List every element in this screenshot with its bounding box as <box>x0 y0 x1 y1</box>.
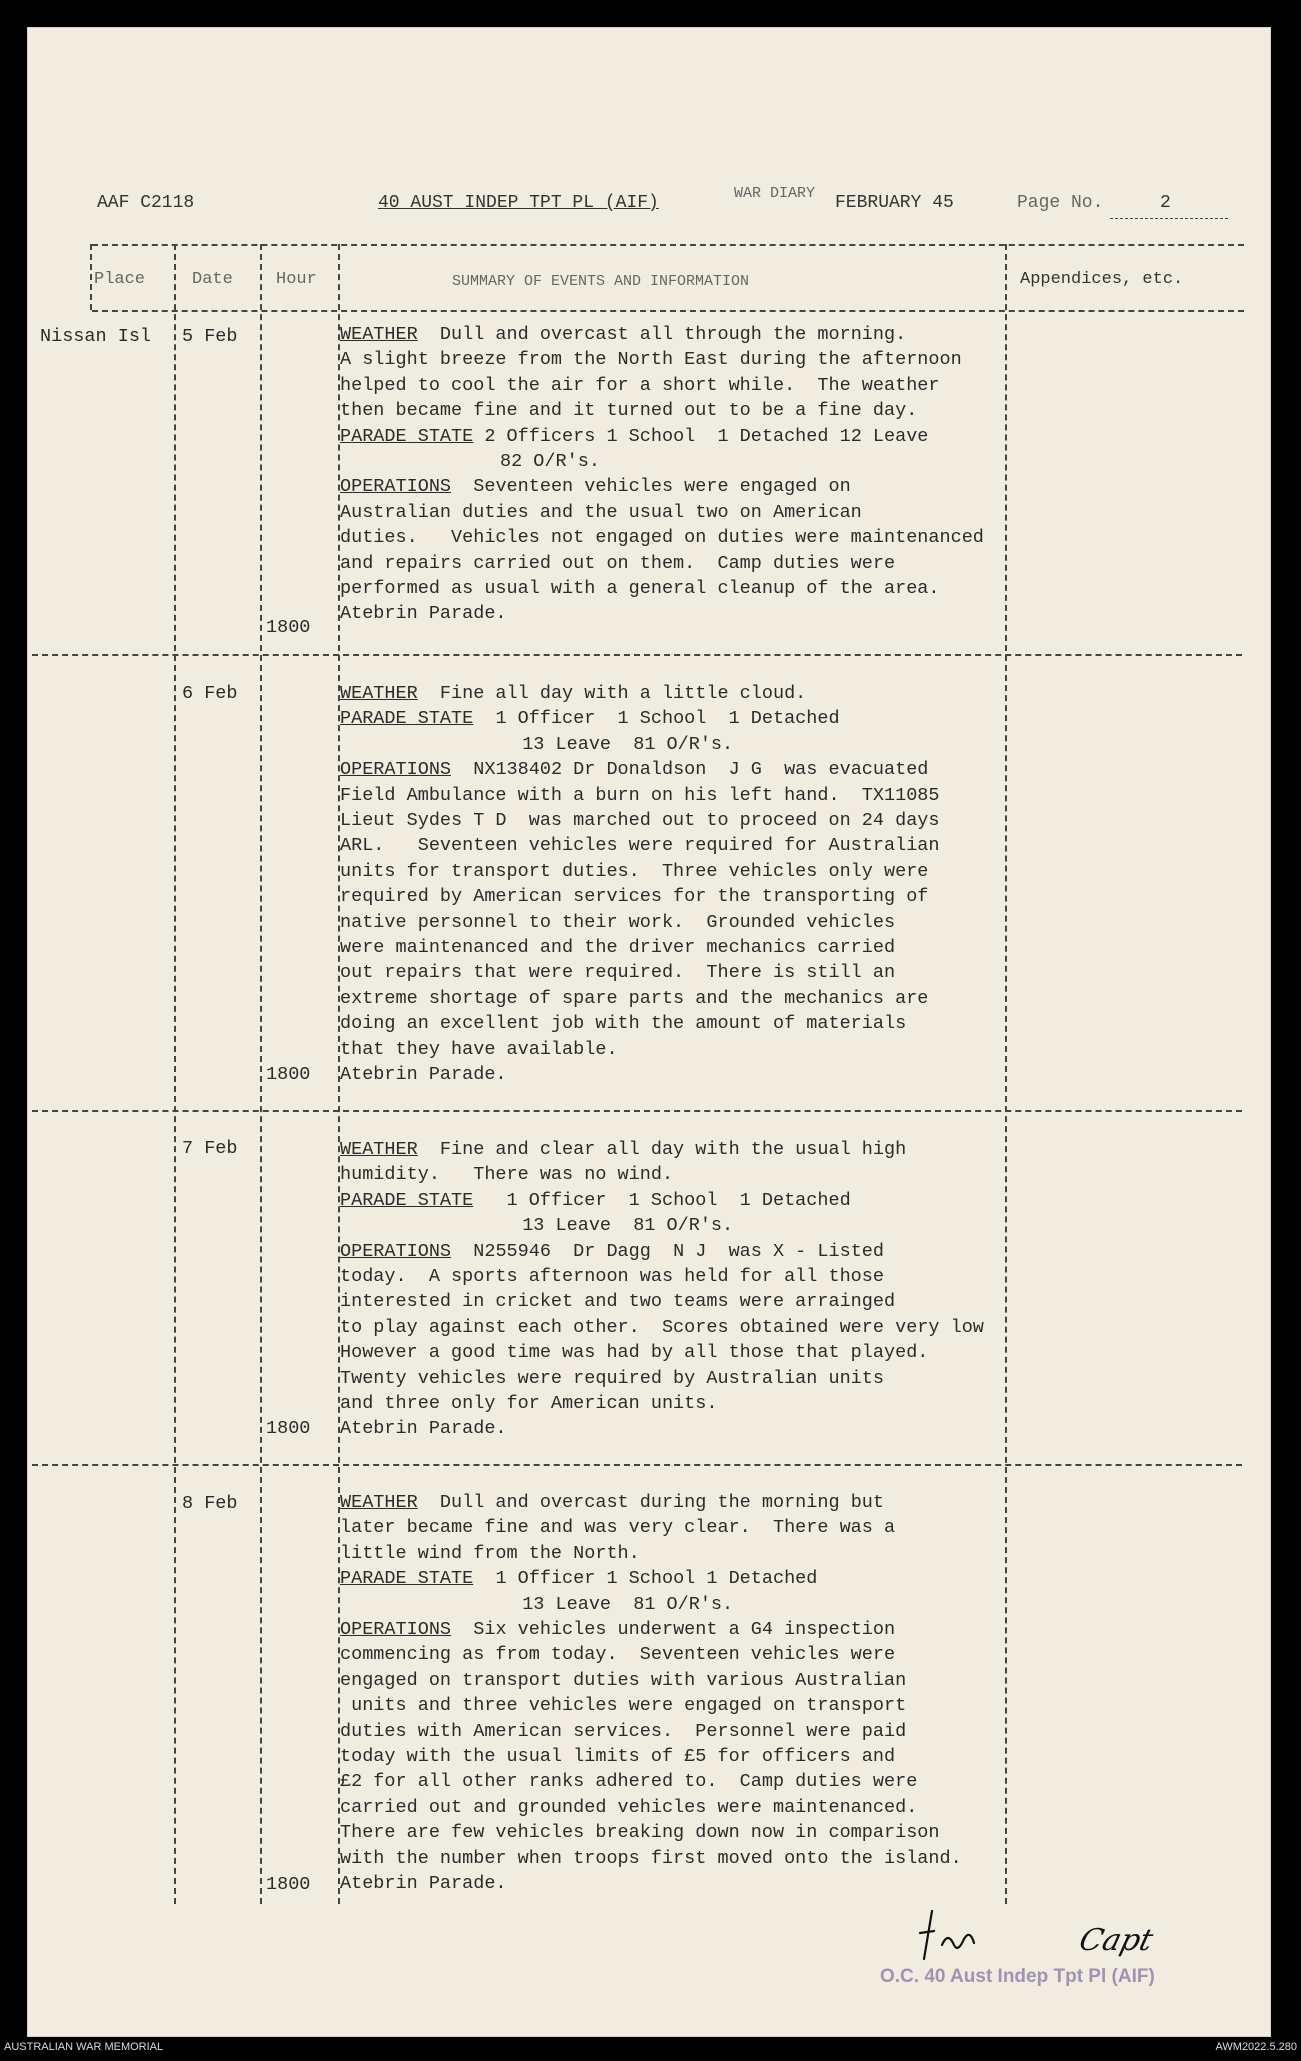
entry-line <box>340 1668 962 1693</box>
entry-line <box>340 1366 984 1391</box>
entry-text <box>340 681 940 1088</box>
column-header-date: Date <box>192 270 233 289</box>
line-text: that they have available. <box>340 1038 618 1060</box>
entry-line <box>340 474 984 499</box>
entry-line <box>340 1820 962 1845</box>
entry-date: 8 Feb <box>182 1493 238 1514</box>
line-text: Atebrin Parade. <box>340 1418 507 1440</box>
section-label: WEATHER <box>340 683 418 704</box>
line-text: There are few vehicles breaking down now in comparison <box>340 1822 940 1844</box>
entry-line <box>340 1592 962 1617</box>
line-text: units for transport duties. Three vehicles only were <box>340 860 929 882</box>
entry-line <box>340 833 940 858</box>
entry-line <box>340 1062 940 1087</box>
entry-line <box>340 1566 962 1591</box>
column-rule <box>174 244 176 1904</box>
entry-text <box>340 322 984 627</box>
entry-line <box>340 1744 962 1769</box>
section-label: OPERATIONS <box>340 759 452 781</box>
entry-line <box>340 500 984 525</box>
entry-line <box>340 1239 984 1264</box>
entry-date: 7 Feb <box>182 1138 238 1159</box>
signature <box>912 1905 1157 1972</box>
entry-line <box>340 347 984 372</box>
line-text: out repairs that were required. There is still an <box>340 962 896 984</box>
diary-month: FEBRUARY 45 <box>835 193 954 213</box>
line-text: 13 Leave 81 O/R's. <box>500 733 734 755</box>
entry-line <box>340 783 940 808</box>
line-text: NX138402 Dr Donaldson J G was evacuated <box>451 759 929 781</box>
line-text: Lieut Sydes T D was marched out to proceed on 24 days <box>340 810 940 832</box>
line-text: required by American services for the transporting of <box>340 886 929 908</box>
line-text: ARL. Seventeen vehicles were required for Australian <box>340 835 940 857</box>
entry-line <box>340 757 940 782</box>
entry-divider <box>32 1110 1242 1112</box>
section-label: PARADE STATE <box>340 1189 474 1211</box>
entry-hour: 1800 <box>266 617 311 638</box>
entry-date: 5 Feb <box>182 326 238 347</box>
page-number-rule <box>1110 218 1228 219</box>
line-text: units and three vehicles were engaged on transport <box>340 1695 907 1717</box>
entry-line <box>340 884 940 909</box>
entry-line <box>340 1871 962 1896</box>
line-text: native personnel to their work. Grounded vehicles <box>340 911 896 933</box>
entry-hour: 1800 <box>266 1064 311 1085</box>
entry-line <box>340 1769 962 1794</box>
line-text: Fine and clear all day with the usual high <box>417 1139 907 1160</box>
entry-line <box>340 859 940 884</box>
entry-place: Nissan Isl <box>40 326 152 347</box>
section-label: PARADE STATE <box>340 425 474 447</box>
section-label: WEATHER <box>340 1139 418 1160</box>
line-text: later became fine and was very clear. There was a <box>340 1517 896 1539</box>
signature-rank: Capt <box>1075 1923 1157 1958</box>
entry-line <box>340 986 940 1011</box>
section-label: OPERATIONS <box>340 1240 452 1262</box>
column-header-summary: SUMMARY OF EVENTS AND INFORMATION <box>452 273 750 290</box>
unit-name: 40 AUST INDEP TPT PL (AIF) <box>378 193 659 213</box>
entry-line <box>340 1541 962 1566</box>
entry-line <box>340 424 984 449</box>
line-text: 82 O/R's. <box>500 451 600 473</box>
section-label: PARADE STATE <box>340 708 474 730</box>
entry-line <box>340 601 984 626</box>
line-text: humidity. There was no wind. <box>340 1164 674 1186</box>
footer-reference: AWM2022.5.280 <box>1215 2041 1297 2053</box>
entry-line <box>340 1213 984 1238</box>
entry-line <box>340 1719 962 1744</box>
diary-title: WAR DIARY <box>734 185 816 202</box>
line-text: £2 for all other ranks adhered to. Camp duties were <box>340 1771 918 1793</box>
line-text: to play against each other. Scores obtained were very low <box>340 1316 984 1338</box>
entry-line <box>340 1416 984 1441</box>
entry-line <box>340 808 940 833</box>
line-text: 1 Officer 1 School 1 Detached <box>473 708 840 730</box>
entry-hour: 1800 <box>266 1418 311 1439</box>
entry-line <box>340 1340 984 1365</box>
entry-line <box>340 1490 962 1515</box>
line-text: helped to cool the air for a short while. The weather <box>340 374 940 396</box>
line-text: performed as usual with a general cleanup of the area. <box>340 578 940 600</box>
line-text: duties. Vehicles not engaged on duties were maintenanced <box>340 527 984 549</box>
table-header-rule <box>92 310 1244 312</box>
line-text: Atebrin Parade. <box>340 1064 507 1086</box>
entry-line <box>340 706 940 731</box>
line-text: engaged on transport duties with various Australian <box>340 1669 907 1691</box>
entry-line <box>340 1795 962 1820</box>
line-text: today with the usual limits of £5 for officers and <box>340 1746 896 1768</box>
entry-line <box>340 1315 984 1340</box>
entry-text <box>340 1490 962 1897</box>
line-text: However a good time was had by all those that played. <box>340 1342 929 1364</box>
entry-line <box>340 1693 962 1718</box>
line-text: doing an excellent job with the amount of materials <box>340 1013 907 1035</box>
section-label: OPERATIONS <box>340 476 452 498</box>
entry-divider <box>32 654 1242 656</box>
entry-line <box>340 398 984 423</box>
form-code: AAF C2118 <box>97 193 195 213</box>
page-label: Page No. <box>1017 193 1104 213</box>
line-text: carried out and grounded vehicles were maintenanced. <box>340 1796 918 1818</box>
column-header-place: Place <box>94 270 146 289</box>
line-text: Twenty vehicles were required by Australian units <box>340 1367 884 1389</box>
line-text: and three only for American units. <box>340 1393 718 1415</box>
entry-line <box>340 551 984 576</box>
line-text: N255946 Dr Dagg N J was X - Listed <box>451 1240 885 1262</box>
page-number: 2 <box>1160 193 1171 213</box>
entry-line <box>340 960 940 985</box>
entry-line <box>340 576 984 601</box>
archive-footer <box>0 2035 1301 2061</box>
line-text: interested in cricket and two teams were arrainged <box>340 1291 896 1313</box>
line-text: A slight breeze from the North East during the afternoon <box>340 349 962 371</box>
line-text: Seventeen vehicles were engaged on <box>451 476 851 498</box>
entry-line <box>340 935 940 960</box>
column-rule <box>260 244 262 1904</box>
entry-line <box>340 1515 962 1540</box>
line-text: with the number when troops first moved onto the island. <box>340 1847 962 1869</box>
entry-line <box>340 1137 984 1162</box>
line-text: extreme shortage of spare parts and the mechanics are <box>340 987 929 1009</box>
line-text: commencing as from today. Seventeen vehicles were <box>340 1644 896 1666</box>
column-rule <box>90 244 92 310</box>
line-text: Dull and overcast all through the morning. <box>417 324 907 345</box>
table-top-rule <box>92 244 1244 246</box>
column-rule <box>1005 244 1007 1904</box>
section-label: OPERATIONS <box>340 1619 452 1641</box>
entry-line <box>340 1289 984 1314</box>
line-text: Atebrin Parade. <box>340 603 507 625</box>
line-text: Atebrin Parade. <box>340 1873 507 1895</box>
line-text: today. A sports afternoon was held for all those <box>340 1266 884 1288</box>
entry-line <box>340 1264 984 1289</box>
column-header-appendices: Appendices, etc. <box>1020 270 1184 289</box>
entry-line <box>340 322 984 347</box>
entry-line <box>340 373 984 398</box>
column-header-hour: Hour <box>276 270 317 289</box>
line-text: were maintenanced and the driver mechanics carried <box>340 937 896 959</box>
entry-line <box>340 1846 962 1871</box>
line-text: Dull and overcast during the morning but <box>417 1492 884 1513</box>
line-text: and repairs carried out on them. Camp duties were <box>340 552 896 574</box>
entry-line <box>340 732 940 757</box>
line-text: 13 Leave 81 O/R's. <box>500 1593 734 1615</box>
line-text: 1 Officer 1 School 1 Detached <box>473 1189 851 1211</box>
entry-line <box>340 1391 984 1416</box>
entry-line <box>340 910 940 935</box>
entry-line <box>340 1162 984 1187</box>
entry-divider <box>32 1464 1242 1466</box>
section-label: WEATHER <box>340 1492 418 1513</box>
line-text: 13 Leave 81 O/R's. <box>500 1215 734 1237</box>
line-text: then became fine and it turned out to be a fine day. <box>340 400 918 422</box>
line-text: Australian duties and the usual two on American <box>340 501 862 523</box>
section-label: WEATHER <box>340 324 418 345</box>
entry-hour: 1800 <box>266 1874 311 1895</box>
entry-line <box>340 1037 940 1062</box>
entry-text <box>340 1137 984 1442</box>
line-text: Field Ambulance with a burn on his left hand. TX11085 <box>340 784 940 806</box>
line-text: little wind from the North. <box>340 1542 640 1564</box>
entry-line <box>340 525 984 550</box>
section-label: PARADE STATE <box>340 1568 474 1590</box>
entry-line <box>340 681 940 706</box>
entry-date: 6 Feb <box>182 683 238 704</box>
line-text: Fine all day with a little cloud. <box>417 683 807 704</box>
entry-line <box>340 1188 984 1213</box>
officer-stamp: O.C. 40 Aust Indep Tpt Pl (AIF) <box>880 1966 1155 1987</box>
line-text: duties with American services. Personnel were paid <box>340 1720 907 1742</box>
line-text: Six vehicles underwent a G4 inspection <box>451 1619 896 1641</box>
entry-line <box>340 449 984 474</box>
entry-line <box>340 1617 962 1642</box>
line-text: 1 Officer 1 School 1 Detached <box>473 1568 818 1590</box>
entry-line <box>340 1011 940 1036</box>
line-text: 2 Officers 1 School 1 Detached 12 Leave <box>473 425 929 447</box>
footer-institution: AUSTRALIAN WAR MEMORIAL <box>4 2041 164 2053</box>
entry-line <box>340 1642 962 1667</box>
